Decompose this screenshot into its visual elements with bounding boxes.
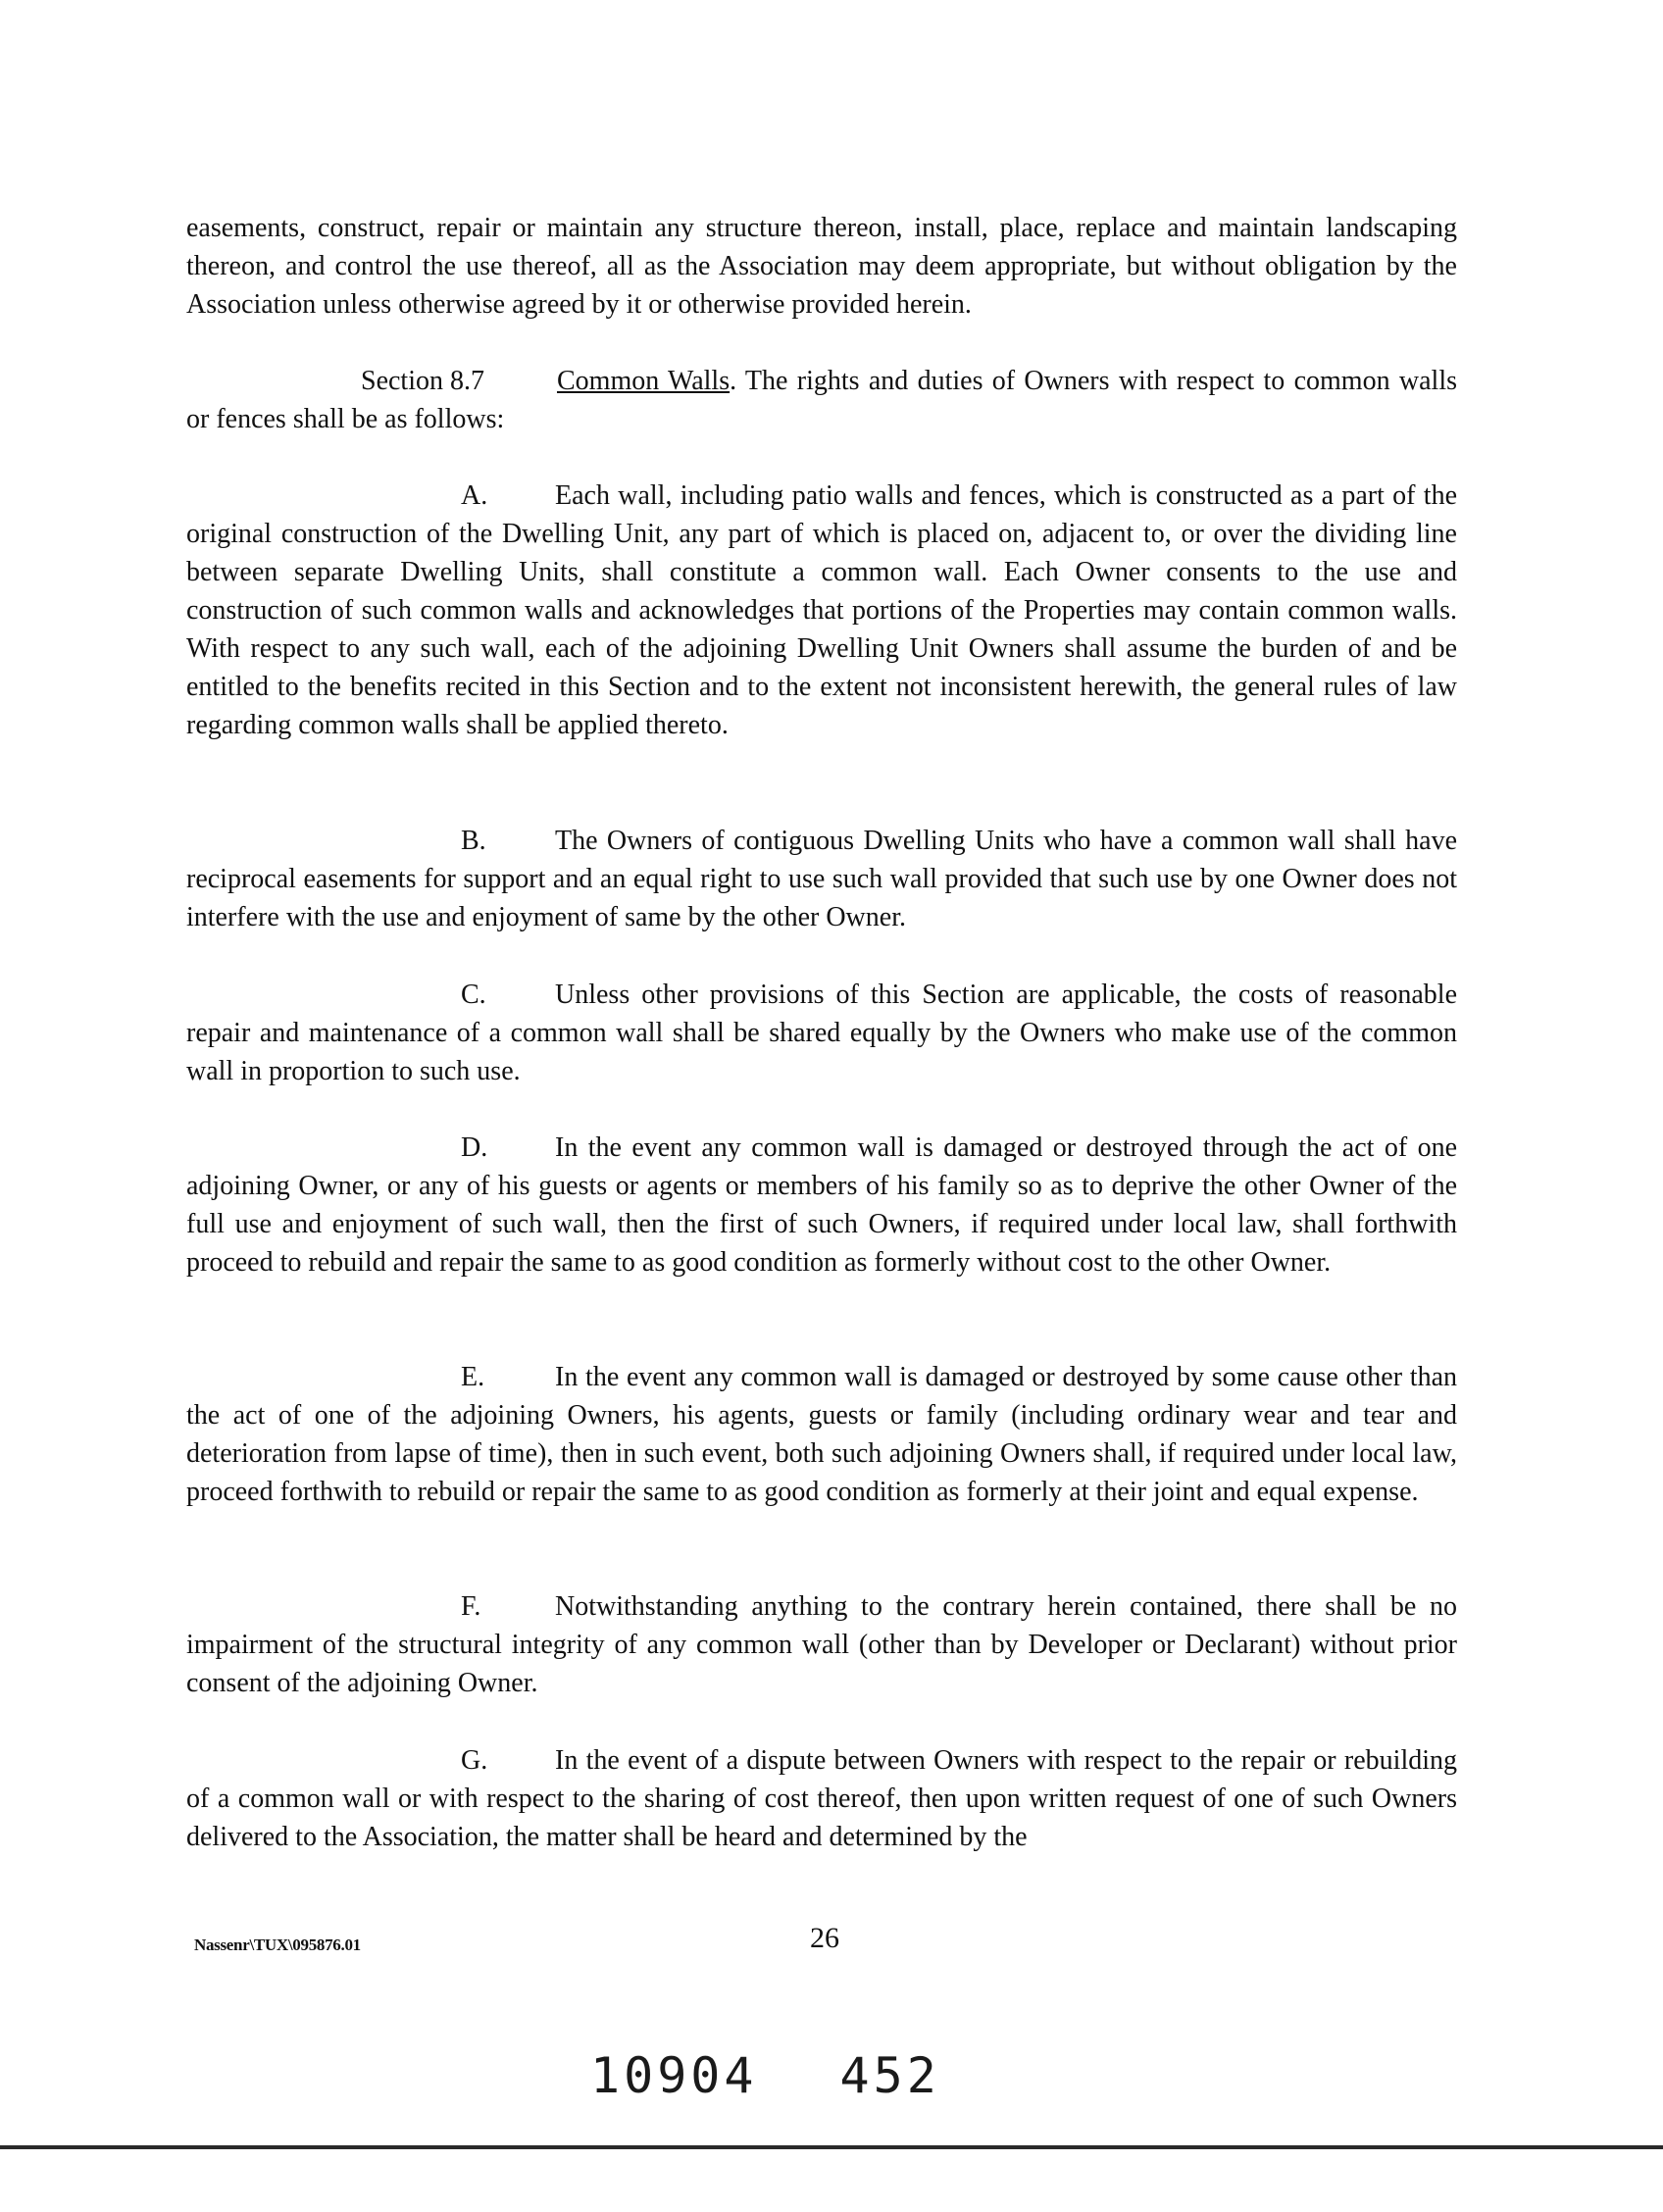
recording-stamp bbox=[590, 2047, 940, 2104]
intro-block bbox=[186, 209, 1457, 324]
section-intro-text: The rights and duties of Owners with respect to common walls or fences shall be as follows: bbox=[186, 366, 1457, 434]
intro-paragraph: easements, construct, repair or maintain any structure thereon, install, place, replace and maintain landscaping thereon, and control the use thereof, all as the Association may deem appropriate, but without obligation by the Association unless otherwise agreed by it or otherwise provided herein. bbox=[186, 213, 1457, 320]
section-paragraph bbox=[186, 362, 1457, 438]
subsection-letter: B. bbox=[461, 826, 486, 856]
subsection-paragraph bbox=[186, 822, 1457, 936]
subsection-text: In the event any common wall is damaged or destroyed through the act of one adjoining Owner, or any of his guests or agents or members of his family so as to deprive the other Owner of the full use and enjoyment of such wall, then the first of such Owners, if required under local law, shall forthwith proceed to rebuild and repair the same to as good condition as formerly without cost to the other Owner. bbox=[186, 1132, 1457, 1278]
subsection-letter: A. bbox=[461, 480, 488, 511]
subsection-letter: D. bbox=[461, 1132, 488, 1163]
file-reference: Nassenr\TUX\095876.01 bbox=[194, 1936, 361, 1954]
subsection-text: In the event any common wall is damaged or destroyed by some cause other than the act of one of the adjoining Owners, his agents, guests or family (including ordinary wear and tear and deterioration from lapse of time), then in such event, both such adjoining Owners shall, if required under local law, proceed forthwith to rebuild or repair the same to as good condition as formerly at their joint and equal expense. bbox=[186, 1362, 1457, 1507]
subsection-paragraph bbox=[186, 1129, 1457, 1282]
section-number: Section 8.7 bbox=[361, 366, 484, 396]
stamp-page: 452 bbox=[839, 2047, 940, 2104]
section-block bbox=[186, 362, 1457, 438]
subsection-paragraph bbox=[186, 1358, 1457, 1511]
subsection-b bbox=[186, 822, 1457, 936]
subsection-a bbox=[186, 477, 1457, 744]
subsection-text: Unless other provisions of this Section are applicable, the costs of reasonable repair and maintenance of a common wall shall be shared equally by the Owners who make use of the common wall in proportion to such use. bbox=[186, 980, 1457, 1086]
page-number: 26 bbox=[810, 1922, 839, 1954]
subsection-text: The Owners of contiguous Dwelling Units who have a common wall shall have reciprocal easements for support and an equal right to use such wall provided that such use by one Owner does not interfere with the use and enjoyment of same by the other Owner. bbox=[186, 826, 1457, 932]
subsection-c bbox=[186, 976, 1457, 1090]
subsection-letter: C. bbox=[461, 980, 486, 1010]
section-title: Common Walls bbox=[557, 366, 731, 396]
subsection-paragraph bbox=[186, 477, 1457, 744]
bottom-rule bbox=[0, 2145, 1663, 2149]
subsection-text: Notwithstanding anything to the contrary herein contained, there shall be no impairment of the structural integrity of any common wall (other than by Developer or Declarant) without prior consent of the adjoining Owner. bbox=[186, 1591, 1457, 1698]
subsection-paragraph bbox=[186, 976, 1457, 1090]
subsection-paragraph bbox=[186, 1587, 1457, 1702]
subsection-letter: E. bbox=[461, 1362, 485, 1392]
subsection-text: In the event of a dispute between Owners with respect to the repair or rebuilding of a common wall or with respect to the sharing of cost thereof, then upon written request of one of such Owners delivered to the Association, the matter shall be heard and determined by the bbox=[186, 1745, 1457, 1852]
subsection-f bbox=[186, 1587, 1457, 1702]
section-title-punct: . bbox=[730, 366, 737, 396]
subsection-letter: G. bbox=[461, 1745, 488, 1776]
stamp-book: 10904 bbox=[590, 2047, 758, 2104]
subsection-g bbox=[186, 1741, 1457, 1856]
subsection-e bbox=[186, 1358, 1457, 1511]
subsection-paragraph bbox=[186, 1741, 1457, 1856]
subsection-d bbox=[186, 1129, 1457, 1282]
subsection-letter: F. bbox=[461, 1591, 481, 1622]
subsection-text: Each wall, including patio walls and fences, which is constructed as a part of the original construction of the Dwelling Unit, any part of which is placed on, adjacent to, or over the dividing line between separate Dwelling Units, shall constitute a common wall. Each Owner consents to the use and construction of such common walls and acknowledges that portions of the Properties may contain common walls. With respect to any such wall, each of the adjoining Dwelling Unit Owners shall assume the burden of and be entitled to the benefits recited in this Section and to the extent not inconsistent herewith, the general rules of law regarding common walls shall be applied thereto. bbox=[186, 480, 1457, 740]
